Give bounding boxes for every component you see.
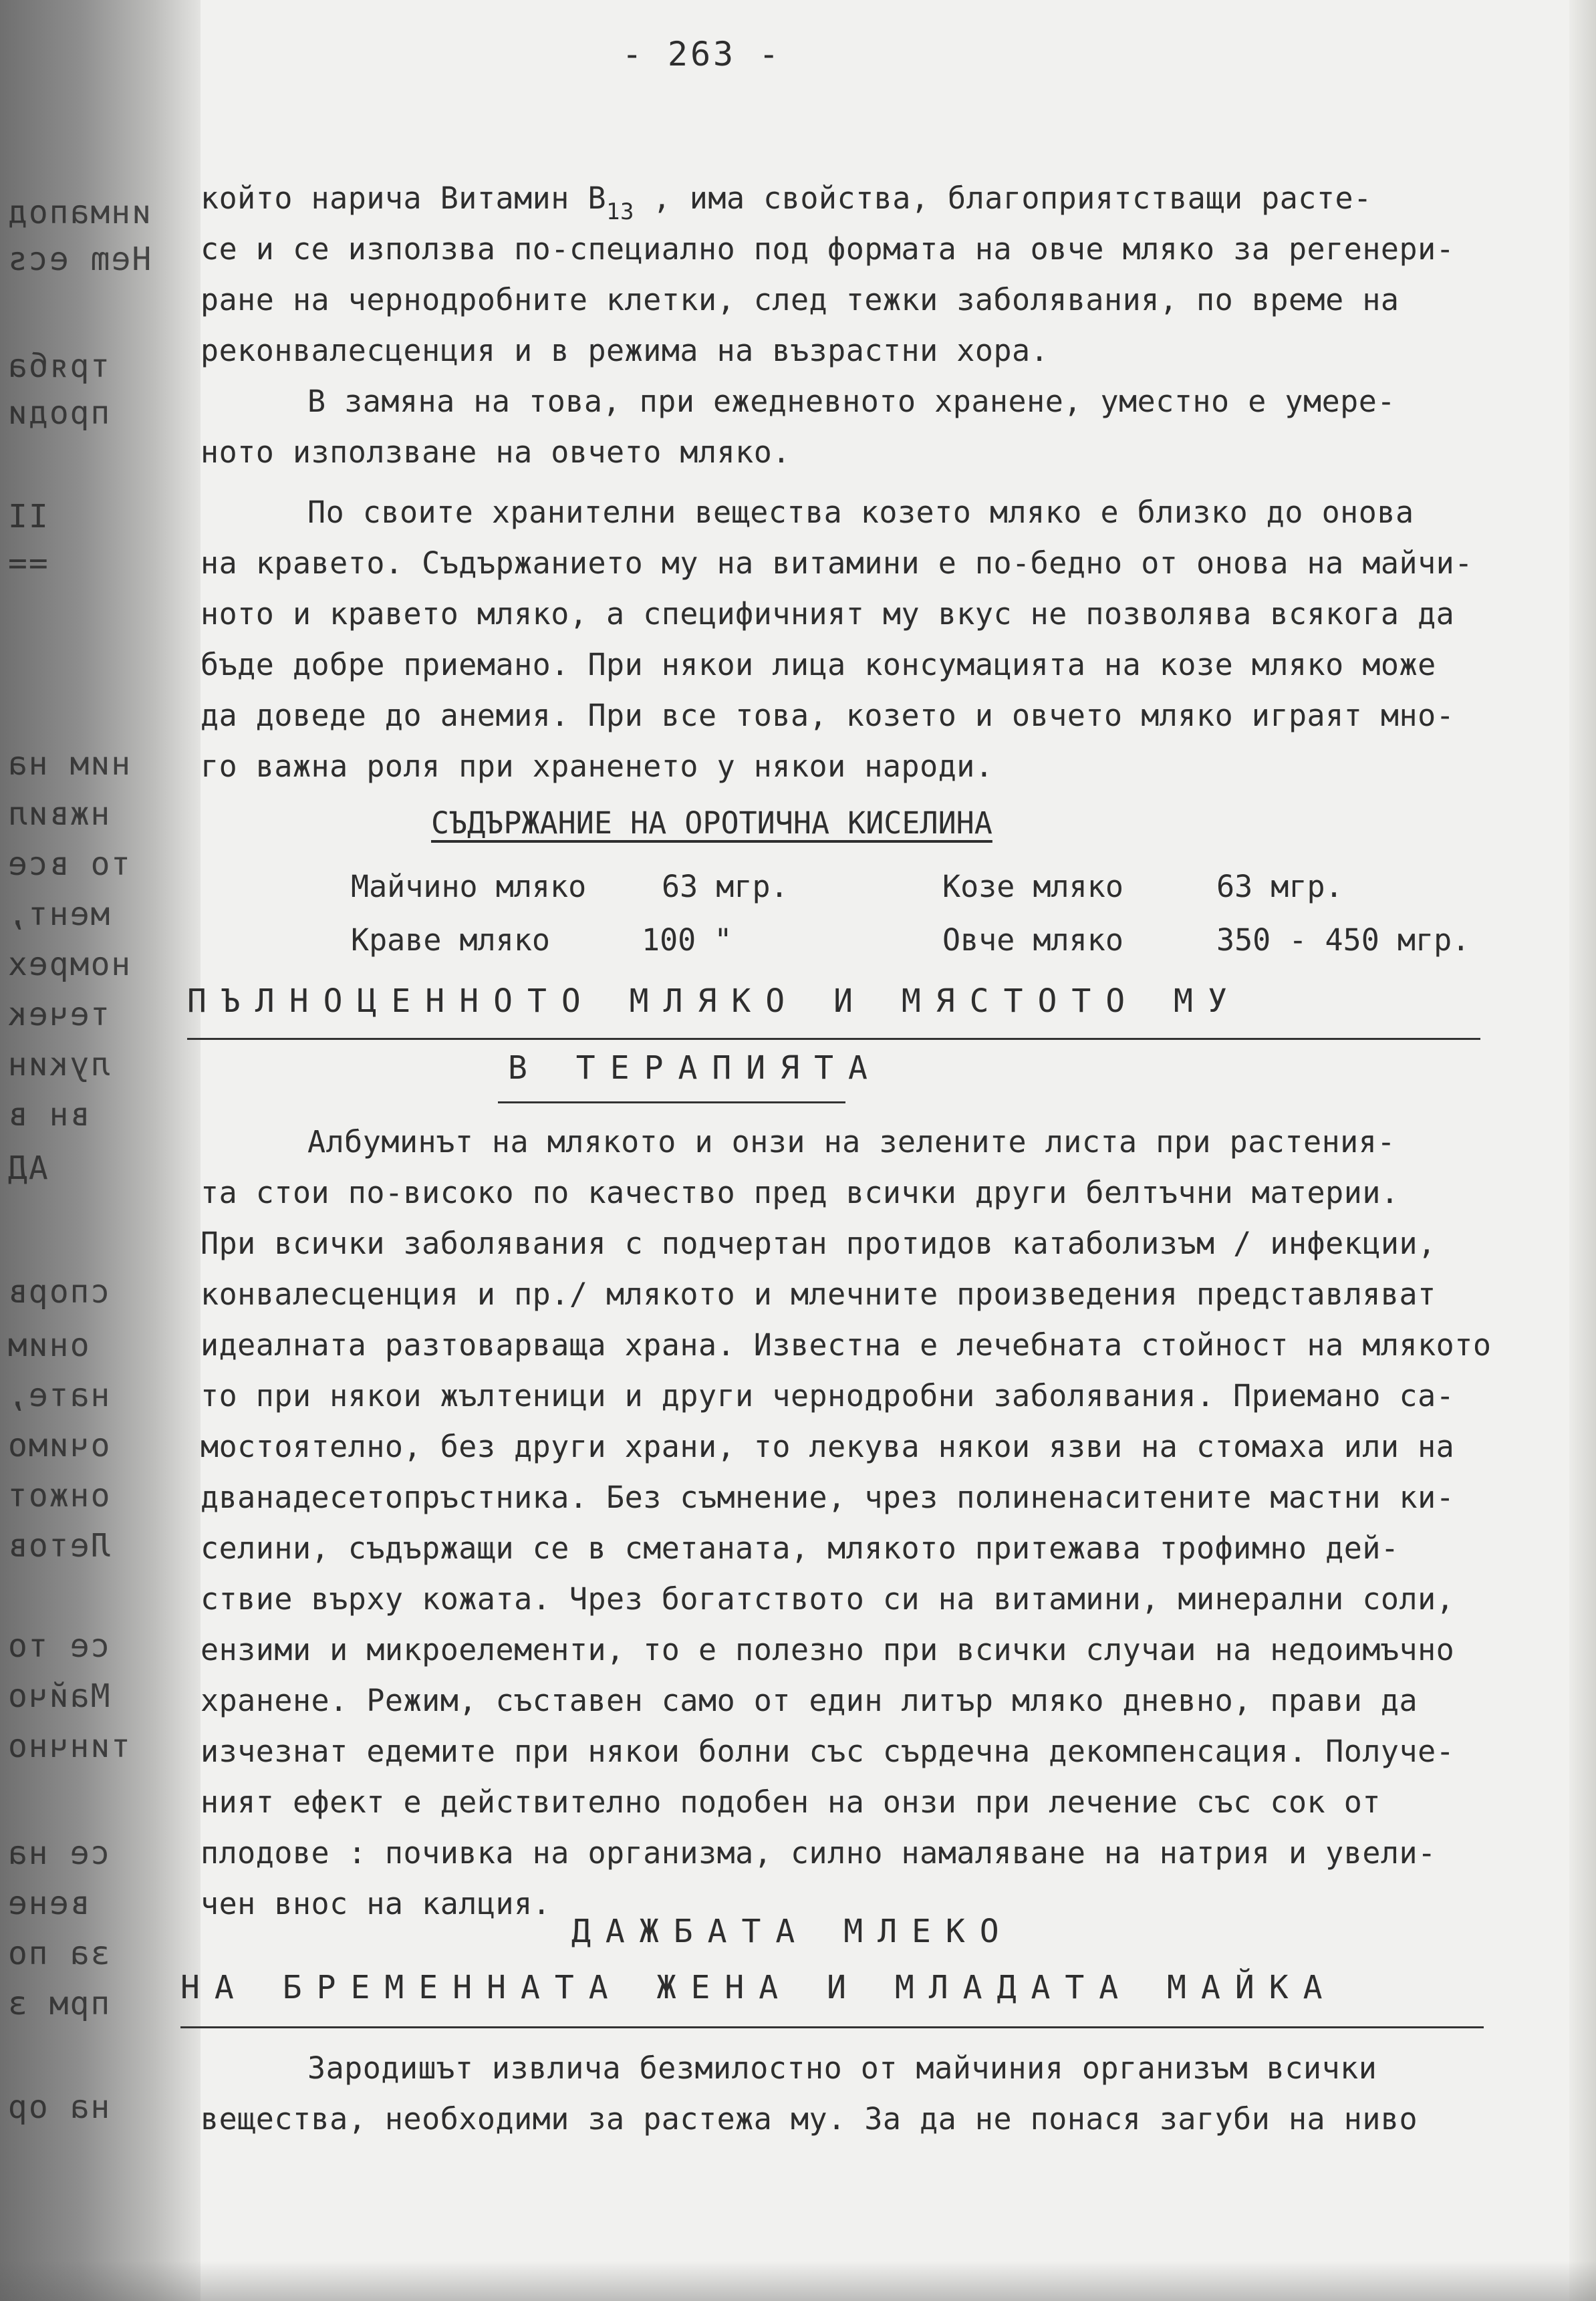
bleed-text: номрех (7, 946, 131, 983)
bottom-shadow (0, 2261, 1596, 2301)
text-line: Албуминът на млякото и онзи на зелените листа при растения- (307, 1124, 1395, 1160)
table-cell: Овче мляко (942, 922, 1123, 958)
bleed-text: се то (7, 1627, 110, 1665)
bleed-text: вн в (7, 1096, 90, 1133)
text-line: ране на чернодробните клетки, след тежки заболявания, по време на (201, 282, 1400, 317)
text-fragment: , има свойства, благоприятстващи расте- (634, 180, 1372, 216)
bleed-text: прм з (7, 1985, 110, 2022)
text-line: ното използване на овчето мляко. (201, 434, 791, 470)
subscript: 13 (606, 198, 634, 225)
bleed-text: Hem ecs (7, 241, 152, 278)
text-line: конвалесценция и пр./ млякото и млечните произведения представляват (201, 1276, 1436, 1312)
bleed-text: то все (7, 845, 131, 883)
text-line: мостоятелно, без други храни, то лекува някои язви на стомаха или на (201, 1429, 1455, 1464)
bleed-text: == (7, 545, 48, 582)
text-line: плодове : почивка на организма, силно намаляване на натрия и увели- (201, 1835, 1436, 1871)
bleed-text: за по (7, 1935, 110, 1972)
table-cell: Краве мляко (351, 922, 551, 958)
text-line: та стои по-високо по качество пред всички други белтъчни материи. (201, 1175, 1400, 1210)
text-line: ензими и микроелементи, то е полезно при всички случаи на недоимъчно (201, 1632, 1455, 1667)
text-line: При всички заболявания с подчертан протидов катаболизъм / инфекции, (201, 1226, 1436, 1261)
bleed-text: мент, (7, 896, 110, 933)
bleed-text: ним на (7, 745, 131, 783)
section-heading: ПЪЛНОЦЕННОТО МЛЯКО И МЯСТОТО МУ (187, 982, 1242, 1020)
bleed-text: нжвил (7, 795, 110, 833)
heading-underline (498, 1101, 845, 1103)
text-line: ният ефект е действително подобен на онзи при лечение със сок от (201, 1784, 1381, 1820)
text-line: да доведе до анемия. При все това, козето и овчето мляко играят мно- (201, 698, 1455, 733)
text-line: ното и кравето мляко, а специфичният му вкус не позволява всякога да (201, 596, 1455, 632)
bleed-text: нате, (7, 1377, 110, 1414)
table-cell: 63 мгр. (662, 869, 789, 904)
section-subheading: НА БРЕМЕННАТА ЖЕНА И МЛАДАТА МАЙКА (180, 1969, 1337, 2006)
text-line: реконвалесценция и в режима на възрастни хора. (201, 333, 1049, 368)
text-line (201, 180, 1372, 225)
bleed-text: течек (7, 996, 110, 1033)
text-line: то при някои жълтеници и други чернодробни заболявания. Приемано са- (201, 1378, 1455, 1413)
table-cell: 100 " (642, 922, 733, 958)
table-cell: Козе мляко (942, 869, 1123, 904)
text-line: В замяна на това, при ежедневното хранене, уместно е умере- (307, 384, 1395, 419)
text-line: По своите хранителни вещества козето мляко е близко до онова (307, 495, 1414, 530)
bleed-text: II (7, 498, 48, 535)
text-line: изчезнат едемите при някои болни със сърдечна декомпенсация. Получе- (201, 1734, 1455, 1769)
text-line: хранене. Режим, съставен само от един литър мляко дневно, прави да (201, 1683, 1418, 1718)
text-line: дванадесетопръстника. Без съмнение, чрез полиненаситените мастни ки- (201, 1480, 1455, 1515)
bleed-text: вене (7, 1885, 90, 1922)
bleed-text: АД (7, 1149, 48, 1187)
bleed-text: онжот (7, 1477, 110, 1514)
table-cell: 350 - 450 мгр. (1216, 922, 1470, 958)
text-fragment: който нарича Витамин B (201, 180, 607, 216)
bleed-text: очимо (7, 1427, 110, 1464)
bleed-text: Майчо (7, 1677, 110, 1715)
bleed-text: тряба (7, 348, 110, 385)
text-line: го важна роля при храненето у някои народи. (201, 749, 994, 784)
bleed-text: оним (7, 1327, 90, 1364)
text-line: идеалната разтоварваща храна. Известна е лечебната стойност на млякото (201, 1327, 1492, 1363)
bleed-text: Летов (7, 1527, 110, 1565)
bleed-text: спорв (7, 1273, 110, 1311)
text-line: чен внос на калция. (201, 1886, 551, 1921)
text-line: ствие върху кожата. Чрез богатството си на витамини, минерални соли, (201, 1581, 1455, 1617)
text-line: се и се използва по-специално под формата на овче мляко за регенери- (201, 231, 1455, 267)
bleed-text: тинчно (7, 1728, 131, 1765)
table-cell: 63 мгр. (1216, 869, 1343, 904)
page-edge (1569, 0, 1596, 2301)
page-number: - 263 - (622, 35, 782, 74)
heading-underline (180, 2026, 1484, 2028)
bleed-text: проди (7, 394, 110, 432)
section-subheading: В ТЕРАПИЯТА (508, 1049, 882, 1087)
opposite-page-bleed (0, 0, 154, 2301)
text-line: бъде добре приемано. При някои лица консумацията на козе мляко може (201, 647, 1436, 682)
section-heading: ДАЖБАТА МЛЕКО (571, 1913, 1014, 1950)
section-heading: СЪДЪРЖАНИЕ НА ОРОТИЧНА КИСЕЛИНА (431, 805, 992, 841)
text-line: на кравето. Съдържанието му на витамини е по-бедно от онова на майчи- (201, 545, 1473, 581)
bleed-text: се на (7, 1835, 110, 1872)
bleed-text: инмапод (7, 194, 152, 231)
text-line: вещества, необходими за растежа му. За да не понася загуби на ниво (201, 2101, 1418, 2137)
heading-underline (187, 1038, 1480, 1040)
text-line: селини, съдържащи се в сметаната, млякото притежава трофимно дей- (201, 1530, 1400, 1566)
bleed-text: лукин (7, 1046, 110, 1083)
table-cell: Майчино мляко (351, 869, 587, 904)
bleed-text: на ор (7, 2088, 110, 2126)
text-line: Зародишът извлича безмилостно от майчиния организъм всички (307, 2050, 1377, 2086)
